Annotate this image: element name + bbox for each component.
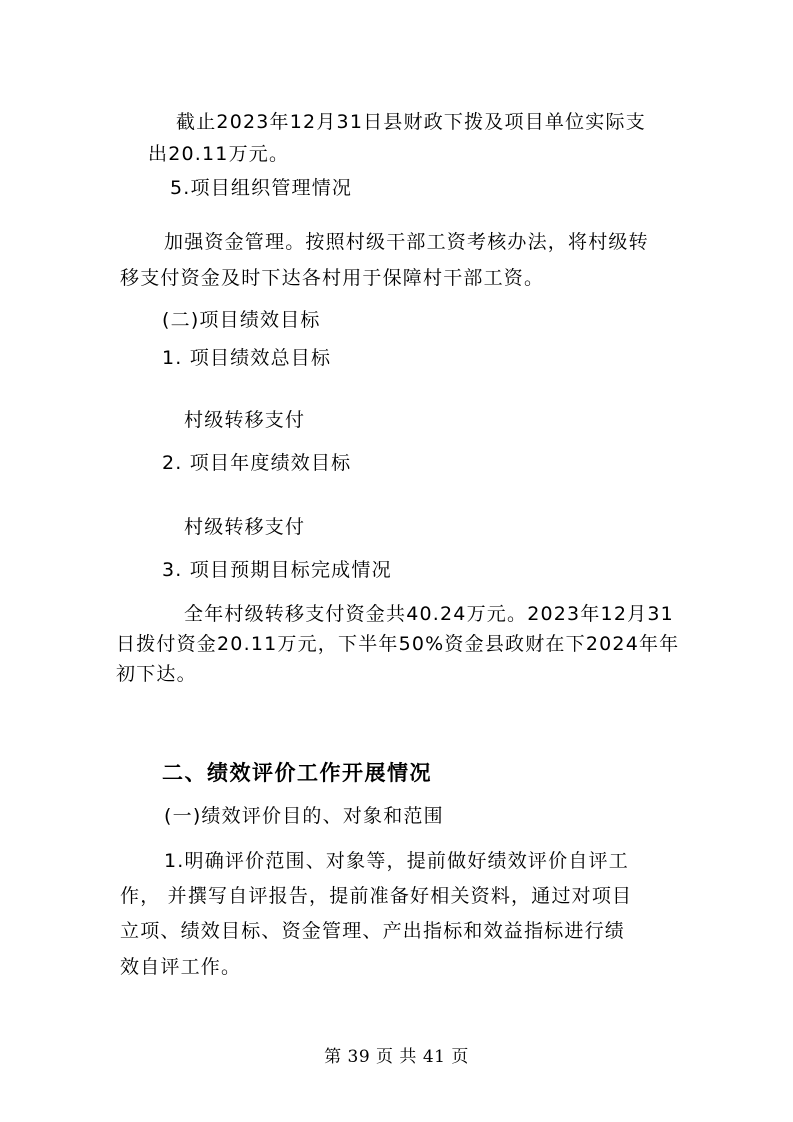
page-number: 第 39 页 共 41 页: [324, 1047, 469, 1067]
text-line: 初下达。: [116, 663, 197, 685]
section-heading: 二、绩效评价工作开展情况: [162, 761, 432, 785]
text-line: 截止2023年12月31日县财政下拨及项目单位实际支: [176, 111, 646, 133]
subheading-line: (二)项目绩效目标: [162, 309, 321, 331]
text-line: 加强资金管理。按照村级干部工资考核办法，将村级转: [164, 231, 649, 253]
text-line: 效自评工作。: [120, 956, 242, 978]
subheading-line: 1. 项目绩效总目标: [162, 347, 332, 369]
text-line: 作， 并撰写自评报告，提前准备好相关资料，通过对项目: [120, 885, 633, 907]
text-line: 移支付资金及时下达各村用于保障村干部工资。: [120, 267, 545, 289]
subheading-line: 3. 项目预期目标完成情况: [162, 559, 392, 581]
text-line: 日拨付资金20.11万元，下半年50%资金县政财在下2024年年: [116, 633, 680, 655]
text-line: 村级转移支付: [184, 516, 306, 538]
text-line: 全年村级转移支付资金共40.24万元。2023年12月31: [184, 603, 674, 625]
subheading-line: 5.项目组织管理情况: [170, 177, 353, 199]
text-line: 1.明确评价范围、对象等，提前做好绩效评价自评工: [164, 850, 629, 872]
subheading-line: 2. 项目年度绩效目标: [162, 452, 352, 474]
text-line: 立项、绩效目标、资金管理、产出指标和效益指标进行绩: [120, 920, 626, 942]
text-line: 村级转移支付: [184, 409, 306, 431]
subheading-line: (一)绩效评价目的、对象和范围: [164, 805, 444, 827]
text-line: 出20.11万元。: [148, 143, 290, 165]
